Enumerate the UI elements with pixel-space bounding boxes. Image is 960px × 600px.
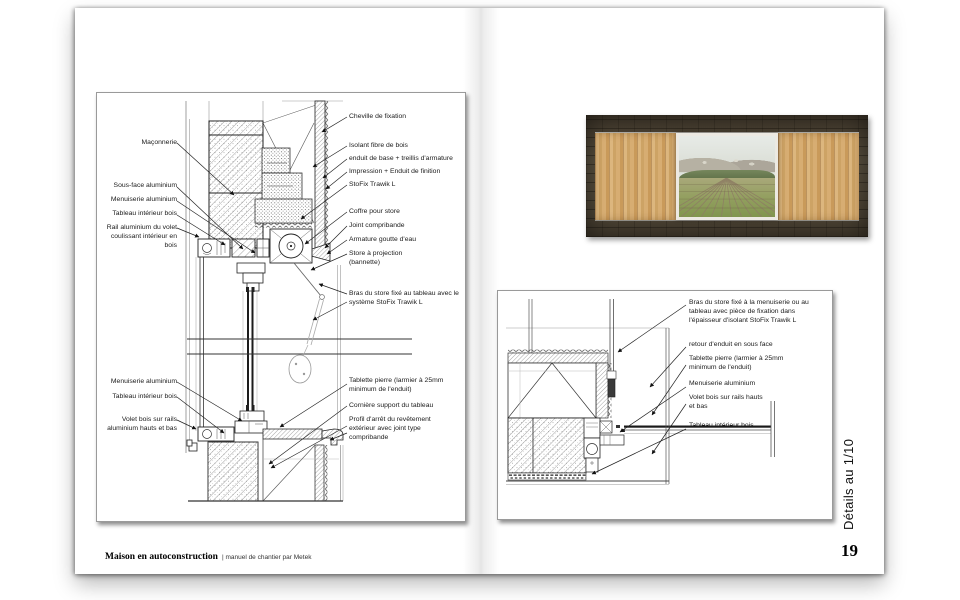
label-tableau-interieur-bois-jamb: Tableau intérieur bois	[689, 422, 754, 429]
shutter-band	[595, 132, 859, 221]
label-profil-arret-revetement: Profil d'arrêt du revêtement extérieur avec joint type compribande	[349, 416, 431, 441]
drawing-frame-jamb	[497, 290, 833, 520]
label-menuiserie-aluminium-haut: Menuiserie aluminium	[110, 196, 177, 203]
label-enduit-base-treillis: enduit de base + treillis d'armature	[349, 155, 453, 162]
label-maconnerie: Maçonnerie	[141, 139, 177, 146]
label-corniere-support: Cornière support du tableau	[349, 402, 434, 409]
page-left	[75, 8, 481, 574]
label-rail-aluminium-volet: Rail aluminium du volet coulissant intérieur en bois	[106, 224, 177, 249]
label-armature-goutte-eau: Armature goutte d'eau	[349, 236, 417, 243]
label-tableau-interieur-bois-bas: Tableau intérieur bois	[112, 393, 177, 400]
footer-book-title: Maison en autoconstruction	[105, 552, 218, 562]
label-stofix-trawik: StoFix Trawik L	[349, 181, 396, 188]
label-store-a-projection: Store à projection (bannette)	[349, 250, 403, 266]
label-menuiserie-aluminium-bas: Menuiserie aluminium	[110, 378, 177, 385]
wood-shutter-right	[778, 133, 859, 220]
label-sous-face-aluminium: Sous-face aluminium	[113, 182, 177, 189]
label-bras-store-menuiserie: Bras du store fixé à la menuiserie ou au tableau avec pièce de fixation dans l'épaisseur d'isolant StoFix Trawik L	[689, 299, 809, 324]
label-coffre-pour-store: Coffre pour store	[349, 208, 400, 215]
book-footer	[105, 546, 311, 564]
label-retour-enduit: retour d'enduit en sous face	[689, 341, 773, 348]
label-cheville-fixation: Cheville de fixation	[349, 113, 407, 120]
drawing-frame-head-sill	[96, 92, 466, 522]
label-volet-bois-rails: Volet bois sur rails aluminium hauts et bas	[107, 416, 177, 432]
page-number: 19	[841, 541, 858, 560]
label-tablette-pierre: Tablette pierre (larmier à 25mm minimum de l'enduit)	[349, 377, 444, 393]
vineyard-rows	[679, 178, 775, 217]
page-right	[481, 8, 884, 574]
footer-subtitle: | manuel de chantier par Metek	[221, 554, 312, 561]
book-spread	[75, 8, 884, 574]
hills	[676, 147, 778, 173]
label-menuiserie-aluminium-jamb: Menuiserie aluminium	[689, 380, 756, 387]
label-tableau-interieur-bois-haut: Tableau intérieur bois	[112, 210, 177, 217]
label-isolant-fibre-bois: Isolant fibre de bois	[349, 142, 408, 149]
label-bras-store-tableau: Bras du store fixé au tableau avec le système StoFix Trawik L	[349, 290, 459, 306]
label-tablette-pierre-jamb: Tablette pierre (larmier à 25mm minimum de l'enduit)	[689, 355, 784, 371]
window-shutters-photo	[586, 115, 868, 237]
window-view	[676, 133, 778, 220]
label-joint-compribande: Joint compribande	[349, 222, 405, 229]
label-volet-bois-rails-jamb: Volet bois sur rails hauts et bas	[689, 394, 763, 410]
section-caption-vertical: Détails au 1/10	[841, 438, 856, 530]
wood-shutter-left	[595, 133, 676, 220]
label-impression-enduit-finition: Impression + Enduit de finition	[349, 168, 441, 175]
